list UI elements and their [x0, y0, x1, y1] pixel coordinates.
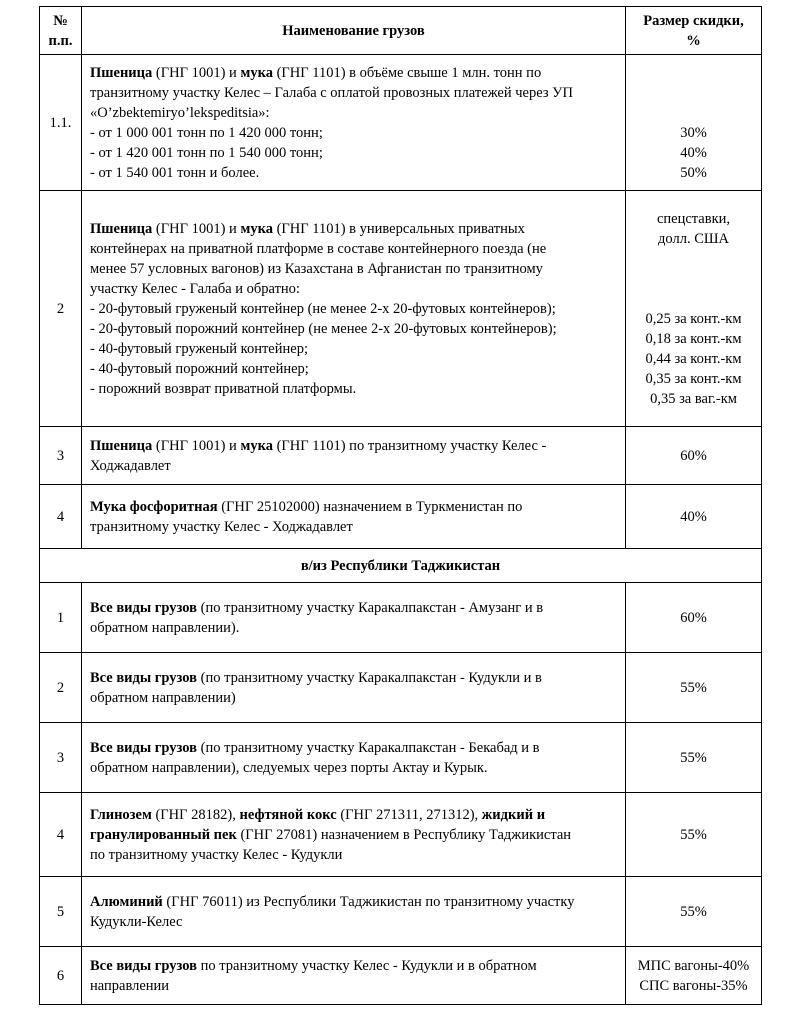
description-line: [90, 359, 617, 379]
description-text: обратном направлении).: [90, 619, 240, 636]
table-row: [40, 653, 762, 723]
row-number: 1.1.: [40, 55, 82, 191]
cargo-name: жидкий и: [481, 806, 546, 823]
description-text: - от 1 420 001 тонн по 1 540 000 тонн;: [90, 144, 323, 161]
discount-line: [630, 269, 757, 289]
discount-line: 55%: [680, 749, 707, 766]
discount-line: 60%: [680, 447, 707, 464]
description-line: [90, 103, 617, 123]
discount-value: [626, 723, 762, 793]
cargo-name: мука: [240, 220, 273, 237]
description-text: Кудукли-Келес: [90, 913, 183, 930]
row-number: 4: [40, 793, 82, 877]
row-number: 2: [40, 653, 82, 723]
cargo-description: [82, 653, 626, 723]
header-row: [40, 7, 762, 55]
discount-value: [626, 485, 762, 549]
cargo-name: Глинозем: [90, 806, 152, 823]
cargo-description: [82, 583, 626, 653]
table-row: [40, 427, 762, 485]
description-line: [90, 976, 617, 996]
discount-value: [626, 191, 762, 427]
description-line: [90, 143, 617, 163]
description-text: - 20-футовый порожний контейнер (не менее 2-х 20-футовых контейнеров);: [90, 320, 557, 337]
cargo-name: Все виды грузов: [90, 957, 197, 974]
description-text: (по транзитному участку Каракалпакстан - Кудукли и в: [196, 669, 542, 686]
description-text: (ГНГ 271311, 271312),: [336, 806, 482, 823]
table-row: [40, 485, 762, 549]
table-row: [40, 947, 762, 1005]
table-row: [40, 55, 762, 191]
description-text: (ГНГ 28182),: [151, 806, 240, 823]
description-line: [90, 688, 617, 708]
cargo-description: [82, 485, 626, 549]
table-row: [40, 793, 762, 877]
table-row: [40, 583, 762, 653]
description-line: [90, 668, 617, 688]
discount-line: 0,18 за конт.-км: [645, 330, 742, 347]
description-text: Ходжадавлет: [90, 457, 171, 474]
description-line: [90, 299, 617, 319]
description-line: [90, 339, 617, 359]
description-line: [90, 259, 617, 279]
description-text: - от 1 000 001 тонн по 1 420 000 тонн;: [90, 124, 323, 141]
description-line: [90, 497, 617, 517]
cargo-description: [82, 793, 626, 877]
description-text: (ГНГ 27081) назначением в Республику Таджикистан: [236, 826, 572, 843]
description-text: - 40-футовый груженый контейнер;: [90, 340, 308, 357]
description-line: [90, 956, 617, 976]
description-line: [90, 892, 617, 912]
discount-line: 55%: [680, 679, 707, 696]
description-text: (ГНГ 1001) и: [152, 437, 241, 454]
description-text: (ГНГ 1001) и: [152, 64, 241, 81]
description-text: обратном направлении): [90, 689, 236, 706]
description-line: [90, 279, 617, 299]
cargo-name: Все виды грузов: [90, 599, 197, 616]
cargo-name: Все виды грузов: [90, 669, 197, 686]
discount-line: 55%: [680, 903, 707, 920]
cargo-description: [82, 55, 626, 191]
description-text: «O’zbektemiryo’lekspeditsia»:: [90, 104, 270, 121]
description-line: [90, 618, 617, 638]
header-num: № п.п.: [40, 7, 82, 55]
description-line: [90, 598, 617, 618]
cargo-name: нефтяной кокс: [239, 806, 337, 823]
cargo-name: Все виды грузов: [90, 739, 197, 756]
discount-line: [630, 103, 757, 123]
description-text: (ГНГ 1101) по транзитному участку Келес -: [272, 437, 547, 454]
discount-line: 40%: [680, 508, 707, 525]
discount-line: МПС вагоны-40%: [637, 957, 750, 974]
description-line: [90, 123, 617, 143]
discount-value: [626, 583, 762, 653]
description-text: - 20-футовый груженый контейнер (не менее 2-х 20-футовых контейнеров);: [90, 300, 556, 317]
cargo-description: [82, 723, 626, 793]
description-text: (ГНГ 25102000) назначением в Туркменистан по: [217, 498, 523, 515]
row-number: 2: [40, 191, 82, 427]
description-text: направлении: [90, 977, 170, 994]
discount-value: [626, 427, 762, 485]
description-line: [90, 456, 617, 476]
discount-line: [630, 63, 757, 83]
header-name: Наименование грузов: [82, 7, 626, 55]
discount-line: 0,35 за ваг.-км: [650, 390, 737, 407]
description-text: транзитному участку Келес - Ходжадавлет: [90, 518, 353, 535]
description-line: [90, 163, 617, 183]
description-line: [90, 436, 617, 456]
row-number: 3: [40, 723, 82, 793]
row-number: 1: [40, 583, 82, 653]
cargo-name: Мука фосфоритная: [90, 498, 218, 515]
description-text: (ГНГ 1101) в универсальных приватных: [272, 220, 525, 237]
description-line: [90, 738, 617, 758]
description-text: по транзитному участку Келес - Кудукли: [90, 846, 343, 863]
header-discount: Размер скидки, %: [626, 7, 762, 55]
cargo-name: мука: [240, 64, 273, 81]
discount-table: [39, 6, 762, 1005]
description-text: (ГНГ 76011) из Республики Таджикистан по транзитному участку: [162, 893, 575, 910]
section-row: [40, 549, 762, 583]
description-text: (ГНГ 1001) и: [152, 220, 241, 237]
description-line: [90, 845, 617, 865]
discount-line: [630, 289, 757, 309]
description-line: [90, 319, 617, 339]
discount-line: 40%: [680, 144, 707, 161]
discount-value: [626, 793, 762, 877]
discount-line: 0,35 за конт.-км: [645, 370, 742, 387]
description-line: [90, 219, 617, 239]
description-line: [90, 83, 617, 103]
cargo-name: Пшеница: [90, 64, 153, 81]
discount-value: [626, 653, 762, 723]
row-number: 5: [40, 877, 82, 947]
discount-line: СПС вагоны-35%: [639, 977, 748, 994]
table-row: [40, 877, 762, 947]
description-line: [90, 517, 617, 537]
cargo-description: [82, 427, 626, 485]
cargo-name: мука: [240, 437, 273, 454]
cargo-description: [82, 191, 626, 427]
description-line: [90, 63, 617, 83]
row-number: 6: [40, 947, 82, 1005]
discount-line: 55%: [680, 826, 707, 843]
section-title: в/из Республики Таджикистан: [40, 549, 762, 583]
description-text: по транзитному участку Келес - Кудукли и в обратном: [196, 957, 537, 974]
discount-line: долл. США: [658, 230, 729, 247]
row-number: 4: [40, 485, 82, 549]
description-line: [90, 379, 617, 399]
cargo-description: [82, 877, 626, 947]
discount-value: [626, 55, 762, 191]
description-text: (ГНГ 1101) в объёме свыше 1 млн. тонн по: [272, 64, 542, 81]
description-text: контейнерах на приватной платформе в составе контейнерного поезда (не: [90, 240, 547, 257]
description-text: обратном направлении), следуемых через порты Актау и Курык.: [90, 759, 488, 776]
discount-line: [630, 249, 757, 269]
cargo-name: Пшеница: [90, 437, 153, 454]
description-line: [90, 825, 617, 845]
discount-value: [626, 947, 762, 1005]
description-text: - порожний возврат приватной платформы.: [90, 380, 357, 397]
discount-line: 0,44 за конт.-км: [645, 350, 742, 367]
cargo-name: Алюминий: [90, 893, 163, 910]
description-line: [90, 912, 617, 932]
discount-line: 50%: [680, 164, 707, 181]
table-row: [40, 723, 762, 793]
discount-line: 0,25 за конт.-км: [645, 310, 742, 327]
description-text: менее 57 условных вагонов) из Казахстана в Афганистан по транзитному: [90, 260, 543, 277]
cargo-description: [82, 947, 626, 1005]
description-text: участку Келес - Галаба и обратно:: [90, 280, 300, 297]
cargo-name: Пшеница: [90, 220, 153, 237]
cargo-name: гранулированный пек: [90, 826, 237, 843]
table-row: [40, 191, 762, 427]
discount-value: [626, 877, 762, 947]
description-line: [90, 805, 617, 825]
discount-line: спецставки,: [656, 210, 731, 227]
table-body-main: [40, 55, 762, 549]
description-text: транзитному участку Келес – Галаба с оплатой провозных платежей через УП: [90, 84, 573, 101]
discount-line: [630, 83, 757, 103]
row-number: 3: [40, 427, 82, 485]
description-text: (по транзитному участку Каракалпакстан - Бекабад и в: [196, 739, 540, 756]
discount-line: 60%: [680, 609, 707, 626]
description-text: (по транзитному участку Каракалпакстан - Амузанг и в: [196, 599, 544, 616]
description-line: [90, 758, 617, 778]
description-text: - 40-футовый порожний контейнер;: [90, 360, 309, 377]
discount-line: 30%: [680, 124, 707, 141]
table-body-tajikistan: [40, 583, 762, 1005]
description-line: [90, 239, 617, 259]
description-text: - от 1 540 001 тонн и более.: [90, 164, 260, 181]
